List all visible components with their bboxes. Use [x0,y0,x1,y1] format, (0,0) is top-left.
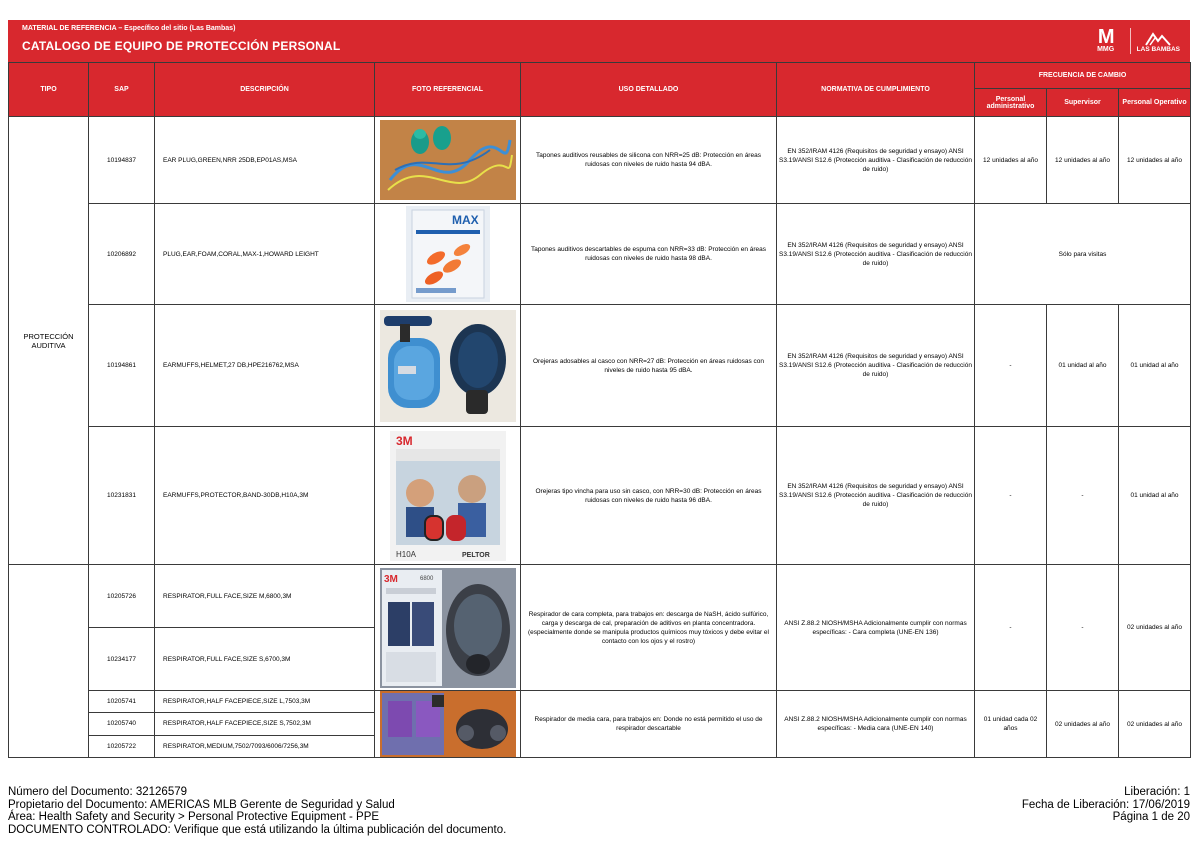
photo-earmuff-band [375,427,521,565]
sap-cell: 10194861 [89,305,155,427]
freq-admin-cell: 01 unidad cada 02 años [975,691,1047,758]
mmg-logo-mark: M [1097,26,1114,48]
freq-admin-cell: - [975,305,1047,427]
footer-left [8,786,506,836]
uso-cell: Tapones auditivos descartables de espuma con NRR=33 dB: Protección en áreas ruidosas con niveles de ruido hasta 98 dBA. [521,204,777,305]
col-descripcion: DESCRIPCIÓN [155,63,375,117]
description-cell: RESPIRATOR,FULL FACE,SIZE S,6700,3M [155,628,375,691]
normativa-cell: EN 352/IRAM 4126 (Requisitos de seguridad y ensayo) ANSI S3.19/ANSI S12.6 (Protección auditiva - Clasificación de reducción de ruido) [777,305,975,427]
footer-release-date: Fecha de Liberación: 17/06/2019 [1021,798,1190,811]
normativa-cell: EN 352/IRAM 4126 (Requisitos de seguridad y ensayo) ANSI S3.19/ANSI S12.6 (Protección auditiva - Clasificación de reducción de ruido) [777,204,975,305]
uso-cell: Tapones auditivos reusables de silicona con NRR=25 dB: Protección en áreas ruidosas con niveles de ruido hasta 94 dBA. [521,117,777,204]
tipo-proteccion-auditiva: PROTECCIÓN AUDITIVA [9,117,89,565]
description-cell: EARMUFFS,HELMET,27 DB,HPE216762,MSA [155,305,375,427]
freq-operativo-cell: 01 unidad al año [1119,427,1191,565]
earplug-green-image [380,120,516,200]
table-row [9,691,1191,713]
freq-admin-cell: - [975,427,1047,565]
half-face-respirator-image [380,691,516,757]
sap-cell: 10194837 [89,117,155,204]
freq-supervisor-cell: 01 unidad al año [1047,305,1119,427]
normativa-cell: EN 352/IRAM 4126 (Requisitos de seguridad y ensayo) ANSI S3.19/ANSI S12.6 (Protección auditiva - Clasificación de reducción de ruido) [777,117,975,204]
page-title: CATALOGO DE EQUIPO DE PROTECCIÓN PERSONAL [22,39,341,53]
photo-brand-text: 3M [395,433,413,448]
sap-cell: 10205726 [89,565,155,628]
footer-right [1022,786,1190,824]
description-cell: EAR PLUG,GREEN,NRR 25DB,EP01AS,MSA [155,117,375,204]
col-frecuencia: FRECUENCIA DE CAMBIO [975,63,1191,89]
normativa-cell: EN 352/IRAM 4126 (Requisitos de seguridad y ensayo) ANSI S3.19/ANSI S12.6 (Protección auditiva - Clasificación de reducción de ruido) [777,427,975,565]
earmuff-helmet-image [380,310,516,422]
sap-cell: 10231831 [89,427,155,565]
ppe-catalog-table [8,62,1191,758]
col-foto: FOTO REFERENCIAL [375,63,521,117]
freq-operativo-cell: 02 unidades al año [1119,691,1191,758]
footer-area: Área: Health Safety and Security > Personal Protective Equipment - PPE [8,811,380,823]
freq-operativo-cell: 12 unidades al año [1119,117,1191,204]
photo-earmuff-helmet [375,305,521,427]
photo-earplug-foam [375,204,521,305]
freq-supervisor-cell: 12 unidades al año [1047,117,1119,204]
freq-merged-cell: Sólo para visitas [975,204,1191,305]
banner-kicker: MATERIAL DE REFERENCIA – Específico del sitio (Las Bambas) [22,25,236,32]
uso-cell: Orejeras adosables al casco con NRR=27 dB: Protección en áreas ruidosas con niveles de ruido hasta 95 dBA. [521,305,777,427]
company-logos [1088,26,1180,56]
table-row [9,305,1191,427]
freq-supervisor-cell: - [1047,565,1119,691]
freq-admin-cell: 12 unidades al año [975,117,1047,204]
footer-owner: Propietario del Documento: AMERICAS MLB Gerente de Seguridad y Salud [8,798,395,811]
document-banner [8,20,1190,62]
col-personal-admin: Personal administrativo [975,89,1047,117]
sap-cell: 10206892 [89,204,155,305]
table-row [9,117,1191,204]
footer-page: Página 1 de 20 [1112,811,1190,823]
uso-cell: Orejeras tipo vincha para uso sin casco, con NRR=30 dB: Protección en áreas ruidosas con niveles de ruido hasta 96 dBA. [521,427,777,565]
freq-operativo-cell: 02 unidades al año [1119,565,1191,691]
uso-cell: Respirador de cara completa, para trabajos en: descarga de NaSH, ácido sulfúrico, carga y descarga de cal, preparación de aditivos en planta concentradora. (especialmente donde se manipula productos químicos muy tóxicos y debe evitar el contacto con los ojos y el rostro) [521,565,777,691]
col-normativa: NORMATIVA DE CUMPLIMIENTO [777,63,975,117]
description-cell: RESPIRATOR,FULL FACE,SIZE M,6800,3M [155,565,375,628]
mmg-logo [1088,26,1124,56]
earplug-foam-image [406,206,490,302]
full-face-respirator-image [380,568,516,688]
table-row [9,427,1191,565]
footer-controlled: DOCUMENTO CONTROLADO: Verifique que está utilizando la última publicación del documento. [8,823,507,836]
photo-model-text: 6800 [419,575,433,582]
sap-cell: 10234177 [89,628,155,691]
freq-operativo-cell: 01 unidad al año [1119,305,1191,427]
footer-doc-number: Número del Documento: 32126579 [8,786,188,798]
col-personal-operativo: Personal Operativo [1119,89,1191,117]
freq-supervisor-cell: - [1047,427,1119,565]
description-cell: EARMUFFS,PROTECTOR,BAND-30DB,H10A,3M [155,427,375,565]
description-cell: RESPIRATOR,MEDIUM,7502/7093/6006/7256,3M [155,735,375,757]
photo-half-face-respirator [375,691,521,758]
earmuff-band-image [390,431,506,561]
col-uso: USO DETALLADO [521,63,777,117]
las-bambas-logo [1137,30,1180,53]
mmg-logo-text: MMG [1097,46,1115,53]
photo-brand-text: 3M [383,573,398,585]
tipo-respiratory-empty [9,565,89,758]
sap-cell: 10205722 [89,735,155,757]
col-tipo: TIPO [9,63,89,117]
photo-full-face-respirator [375,565,521,691]
freq-supervisor-cell: 02 unidades al año [1047,691,1119,758]
col-sap: SAP [89,63,155,117]
col-supervisor: Supervisor [1047,89,1119,117]
photo-model-text: H10A [395,549,416,559]
las-bambas-logo-text: LAS BAMBAS [1136,45,1180,53]
freq-admin-cell: - [975,565,1047,691]
normativa-cell: ANSI Z.88.2 NIOSH/MSHA Adicionalmente cumplir con normas específicas: - Cara completa (UNE-EN 136) [777,565,975,691]
sap-cell: 10205740 [89,713,155,735]
description-cell: RESPIRATOR,HALF FACEPIECE,SIZE S,7502,3M [155,713,375,735]
photo-earplug-green [375,117,521,204]
sap-cell: 10205741 [89,691,155,713]
description-cell: PLUG,EAR,FOAM,CORAL,MAX-1,HOWARD LEIGHT [155,204,375,305]
table-row [9,565,1191,628]
footer-release: Liberación: 1 [1124,786,1190,798]
svg-text:MAX: MAX [451,213,479,227]
uso-cell: Respirador de media cara, para trabajos en: Donde no está permitido el uso de respirador descartable [521,691,777,758]
photo-peltor-text: PELTOR [461,551,490,559]
las-bambas-mountain-icon [1144,30,1172,46]
table-row [9,204,1191,305]
logo-divider [1130,28,1131,54]
description-cell: RESPIRATOR,HALF FACEPIECE,SIZE L,7503,3M [155,691,375,713]
normativa-cell: ANSI Z.88.2 NIOSH/MSHA Adicionalmente cumplir con normas específicas: - Media cara (UNE-EN 140) [777,691,975,758]
